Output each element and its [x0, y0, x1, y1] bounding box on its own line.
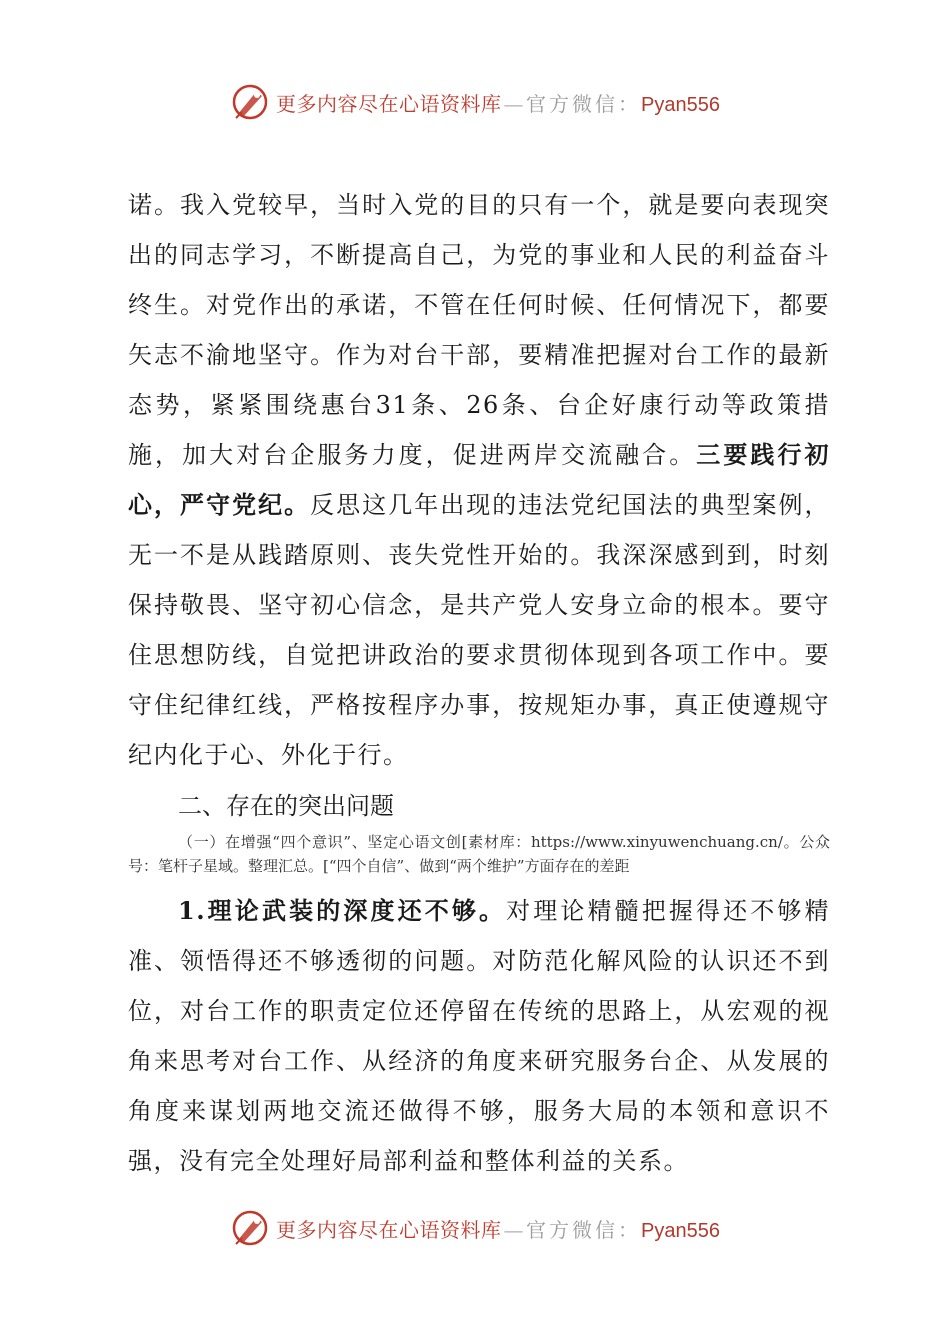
- paragraph-1-text-b: 反思这几年出现的违法党纪国法的典型案例，无一不是从践踏原则、丧失党性开始的。我深深感到到，时刻保持敬畏、坚守初心信念，是共产党人安身立命的根本。要守住思想防线，自觉把讲政治的要求贯彻体现到各项工作中。要守住纪律红线，严格按程序办事，按规矩办事，真正使遵规守纪内化于心、外化于行。: [128, 491, 831, 769]
- paragraph-1-text-a: 诺。我入党较早，当时入党的目的只有一个，就是要向表现突出的同志学习，不断提高自己，为党的事业和人民的利益奋斗终生。对党作出的承诺，不管在任何时候、任何情况下，都要矢志不渝地坚守。作为对台干部，要精准把握对台工作的最新态势，紧紧围绕惠台31条、26条、台企好康行动等政策措施，加大对台企服务力度，促进两岸交流融合。: [128, 191, 830, 469]
- header-watermark-banner: [0, 80, 950, 124]
- document-body: [128, 180, 830, 1186]
- paragraph-1: [128, 180, 830, 780]
- footer-watermark-banner: [0, 1206, 950, 1250]
- pen-nib-logo-icon: [230, 82, 270, 122]
- paragraph-1-bold: 三要践行初心，严守党纪。: [128, 440, 831, 519]
- banner-separator: —: [503, 91, 525, 116]
- banner-wechat-id: Pyan556: [641, 93, 720, 116]
- banner-wechat-label: 官方微信：: [526, 1217, 642, 1242]
- paragraph-2-bold: 1.理论武装的深度还不够。: [178, 896, 507, 925]
- banner-main-text: 更多内容尽在心语资料库: [276, 1217, 502, 1242]
- source-note: （一）在增强“四个意识”、坚定心语文创[素材库：https://www.xinyuwenchuang.cn/。公众号：笔杆子星域。整理汇总。[“四个自信”、做到“两个维护”方面存在的差距: [128, 833, 830, 875]
- section-heading: 二、存在的突出问题: [178, 792, 394, 820]
- paragraph-2-text: 对理论精髓把握得还不够精准、领悟得还不够透彻的问题。对防范化解风险的认识还不到位，对台工作的职责定位还停留在传统的思路上，从宏观的视角来思考对台工作、从经济的角度来研究服务台企、从发展的角度来谋划两地交流还做得不够，服务大局的本领和意识不强，没有完全处理好局部利益和整体利益的关系。: [128, 897, 830, 1175]
- banner-wechat-label: 官方微信：: [526, 91, 642, 116]
- banner-main-text: 更多内容尽在心语资料库: [276, 91, 502, 116]
- banner-separator: —: [503, 1217, 525, 1242]
- paragraph-2: [128, 886, 830, 1186]
- banner-wechat-id: Pyan556: [641, 1219, 720, 1242]
- pen-nib-logo-icon: [230, 1208, 270, 1248]
